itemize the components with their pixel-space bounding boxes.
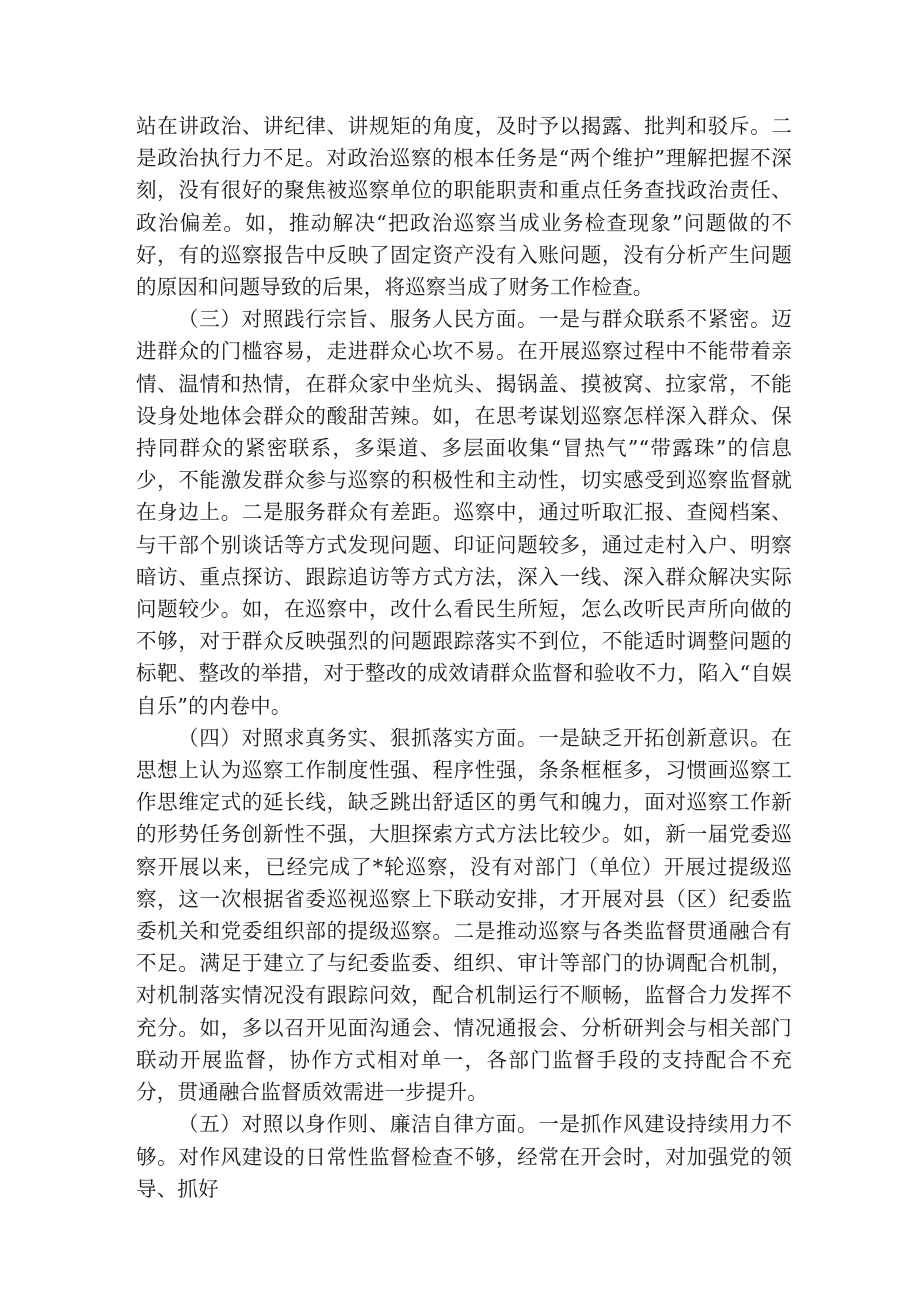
paragraph-section-four: （四）对照求真务实、狠抓落实方面。一是缺乏开拓创新意识。在思想上认为巡察工作制度性强、程序性强，条条框框多，习惯画巡察工作思维定式的延长线，缺乏跳出舒适区的勇气和魄力，面对巡察工作新的形势任务创新性不强，大胆探索方式方法比较少。如，新一届党委巡察开展以来，已经完成了*轮巡察，没有对部门（单位）开展过提级巡察，这一次根据省委巡视巡察上下联动安排，才开展对县（区）纪委监委机关和党委组织部的提级巡察。二是推动巡察与各类监督贯通融合有不足。满足于建立了与纪委监委、组织、审计等部门的协调配合机制，对机制落实情况没有跟踪问效，配合机制运行不顺畅，监督合力发挥不充分。如，多以召开见面沟通会、情况通报会、分析研判会与相关部门联动开展监督，协作方式相对单一，各部门监督手段的支持配合不充分，贯通融合监督质效需进一步提升。 (136, 725, 792, 1105)
paragraph-section-five: （五）对照以身作则、廉洁自律方面。一是抓作风建设持续用力不够。对作风建设的日常性监督检查不够，经常在开会时，对加强党的领导、抓好 (136, 1112, 792, 1201)
paragraph-section-three: （三）对照践行宗旨、服务人民方面。一是与群众联系不紧密。迈进群众的门槛容易，走进群众心坎不易。在开展巡察过程中不能带着亲情、温情和热情，在群众家中坐炕头、揭锅盖、摸被窝、拉家常，不能设身处地体会群众的酸甜苦辣。如，在思考谋划巡察怎样深入群众、保持同群众的紧密联系，多渠道、多层面收集“冒热气”“带露珠”的信息少，不能激发群众参与巡察的积极性和主动性，切实感受到巡察监督就在身边上。二是服务群众有差距。巡察中，通过听取汇报、查阅档案、与干部个别谈话等方式发现问题、印证问题较多，通过走村入户、明察暗访、重点探访、跟踪追访等方式方法，深入一线、深入群众解决实际问题较少。如，在巡察中，改什么看民生所短，怎么改听民声所向做的不够，对于群众反映强烈的问题跟踪落实不到位，不能适时调整问题的标靶、整改的举措，对于整改的成效请群众监督和验收不力，陷入“自娱自乐”的内卷中。 (136, 307, 792, 718)
paragraph-continuation: 站在讲政治、讲纪律、讲规矩的角度，及时予以揭露、批判和驳斥。二是政治执行力不足。对政治巡察的根本任务是“两个维护”理解把握不深刻，没有很好的聚焦被巡察单位的职能职责和重点任务查找政治责任、政治偏差。如，推动解决“把政治巡察当成业务检查现象”问题做的不好，有的巡察报告中反映了固定资产没有入账问题，没有分析产生问题的原因和问题导致的后果，将巡察当成了财务工作检查。 (136, 114, 792, 300)
document-body (136, 110, 792, 1205)
